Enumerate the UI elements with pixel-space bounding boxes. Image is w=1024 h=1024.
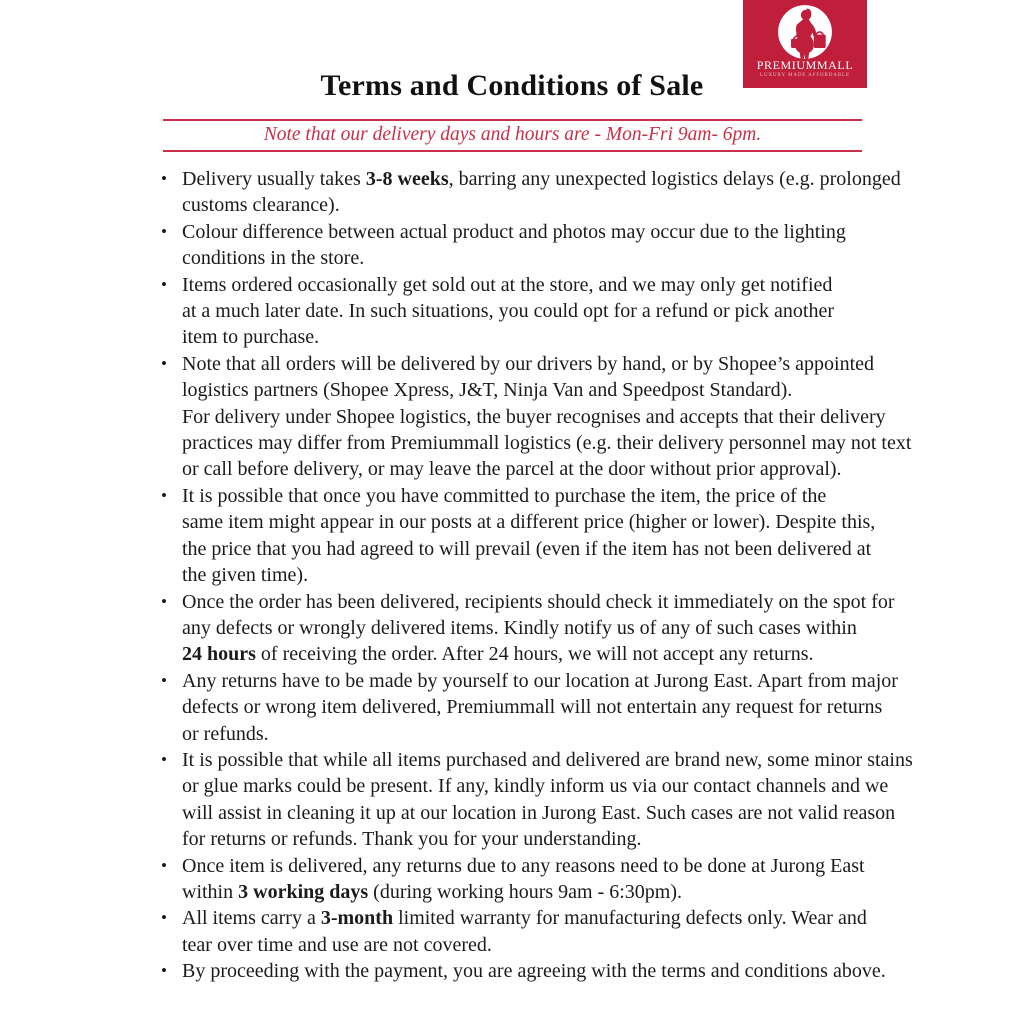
list-item [160,589,940,668]
term-text: It is possible that while all items purchased and delivered are brand new, some minor stains or glue marks could be present. If any, kindly inform us via our contact channels and we will assist in cleaning it up at our location in Jurong East. Such cases are not valid reason for returns or refunds. Thank you for your understanding. [182,748,913,851]
brand-name: PREMIUMMALL [756,58,854,72]
list-item [160,958,940,984]
term-text: It is possible that once you have committed to purchase the item, the price of the same item might appear in our posts at a different price (higher or lower). Despite this, the price that you had agreed to will prevail (even if the item has not been delivered at the given time). [182,484,876,587]
list-item [160,272,940,351]
page-title: Terms and Conditions of Sale [320,69,704,102]
bullet-marker: • [161,169,167,188]
bullet-marker: • [161,221,167,241]
term-text: Items ordered occasionally get sold out at the store, and we may only get notified at a much later date. In such situations, you could opt for a refund or pick another item to purchase. [182,273,835,349]
term-text: Colour difference between actual product and photos may occur due to the lighting conditions in the store. [182,220,846,270]
bullet-marker: • [161,749,167,769]
list-item [160,351,940,483]
bullet-marker: • [161,961,167,981]
term-text: By proceeding with the payment, you are agreeing with the terms and conditions above. [182,960,886,983]
list-item [160,166,940,219]
bullet-marker: • [161,485,167,505]
list-item [160,905,940,958]
delivery-note: Note that our delivery days and hours are - Mon-Fri 9am- 6pm. [263,124,762,145]
delivery-note-band [163,119,862,152]
list-item [160,747,940,853]
term-text: Delivery usually takes 3-8 weeks, barring any unexpected logistics delays (e.g. prolonged customs clearance). [182,168,901,217]
list-item [160,668,940,747]
list-item [160,219,940,272]
bullet-marker: • [161,591,167,611]
bullet-marker: • [161,908,167,928]
term-text: Once the order has been delivered, recipients should check it immediately on the spot for any defects or wrongly delivered items. Kindly notify us of any of such cases within 24 hours of receiving the order. After 24 hours, we will not accept any returns. [182,590,895,666]
term-text: Note that all orders will be delivered by our drivers by hand, or by Shopee’s appointed logistics partners (Shopee Xpress, J&T, Ninja Van and Speedpost Standard). For delivery under Shopee logistics, the buyer recognises and accepts that their delivery practices may differ from Premiummall logistics (e.g. their delivery personnel may not text or call before delivery, or may leave the parcel at the door without prior approval). [182,352,912,481]
bullet-marker: • [161,670,167,690]
bullet-marker: • [161,855,167,875]
list-item [160,483,940,589]
term-text: Any returns have to be made by yourself to our location at Jurong East. Apart from major defects or wrong item delivered, Premiummall will not entertain any request for returns or refunds. [182,669,898,745]
list-item [160,853,940,906]
bullet-marker: • [161,274,167,294]
brand-tagline: LUXURY MADE AFFORDABLE [760,73,850,78]
terms-list [160,166,940,985]
term-text: All items carry a 3-month limited warranty for manufacturing defects only. Wear and tear over time and use are not covered. [182,907,867,956]
bullet-marker: • [161,353,167,373]
term-text: Once item is delivered, any returns due to any reasons need to be done at Jurong East within 3 working days (during working hours 9am - 6:30pm). [182,854,865,903]
woman-with-shopping-bags-icon [743,3,867,61]
